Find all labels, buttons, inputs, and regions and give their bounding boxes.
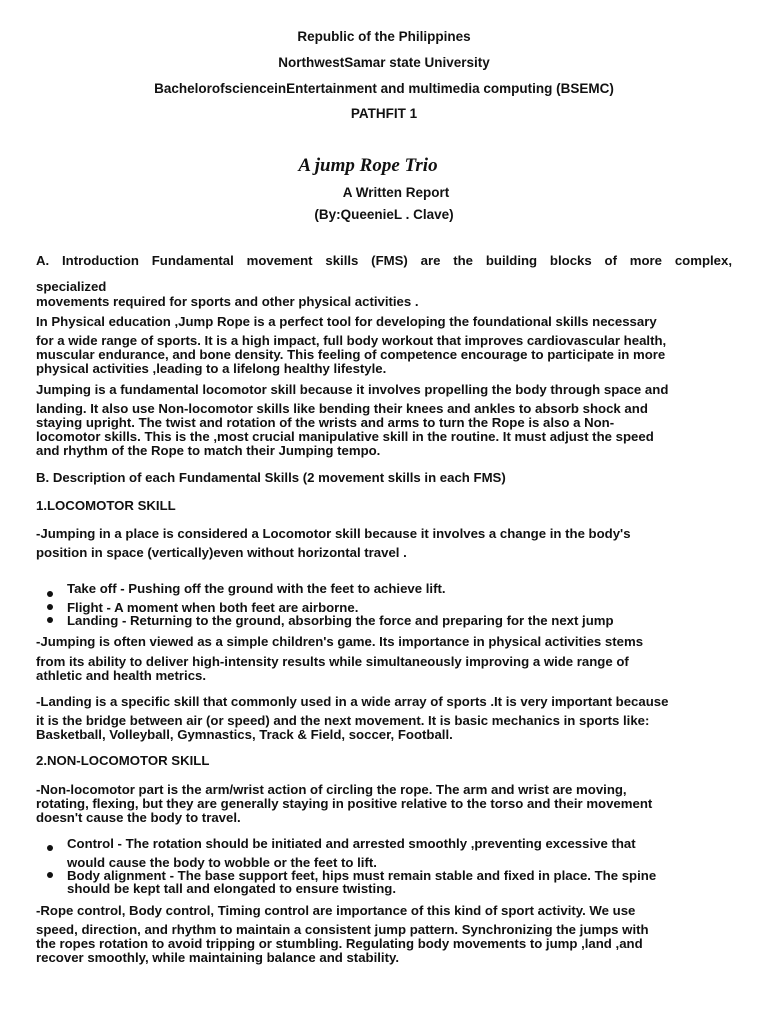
- pe-line-2: for a wide range of sports. It is a high impact, full body workout that improves cardiovascular health,: [36, 333, 667, 348]
- bullet-control-line-1: Control - The rotation should be initiated and arrested smoothly ,preventing excessive that: [67, 836, 636, 851]
- pe-line-4: physical activities ,leading to a lifelong healthy lifestyle.: [36, 361, 387, 376]
- jump-line-4: locomotor skills. This is the ,most crucial manipulative skill in the routine. It must adjust the speed: [36, 429, 654, 444]
- landing-line-1: -Landing is a specific skill that commonly used in a wide array of sports .It is very important because: [36, 694, 669, 709]
- landing-line-2: it is the bridge between air (or speed) and the next movement. It is basic mechanics in sports like:: [36, 713, 650, 728]
- pe-line-1: In Physical education ,Jump Rope is a perfect tool for developing the foundational skills necessary: [36, 314, 657, 329]
- bullet-icon: [47, 845, 53, 851]
- non-locomotor-line-3: doesn't cause the body to travel.: [36, 810, 241, 825]
- child-line-2: from its ability to deliver high-intensity results while simultaneously improving a wide range of: [36, 654, 629, 669]
- bullet-control-line-2: would cause the body to wobble or the feet to lift.: [67, 855, 377, 870]
- locomotor-line-2: position in space (vertically)even without horizontal travel .: [36, 545, 407, 560]
- bullet-alignment-line-2: should be kept tall and elongated to ensure twisting.: [67, 881, 396, 896]
- non-locomotor-line-1: -Non-locomotor part is the arm/wrist action of circling the rope. The arm and wrist are moving,: [36, 782, 627, 797]
- pe-line-3: muscular endurance, and bone density. This feeling of competence encourage to participate in more: [36, 347, 666, 362]
- non-locomotor-heading: 2.NON-LOCOMOTOR SKILL: [36, 753, 210, 768]
- rope-control-line-4: recover smoothly, while maintaining balance and stability.: [36, 950, 399, 965]
- intro-line-2: specialized: [36, 279, 107, 294]
- header-program: BachelorofscienceinEntertainment and multimedia computing (BSEMC): [154, 81, 614, 96]
- jump-line-5: and rhythm of the Rope to match their Jumping tempo.: [36, 443, 381, 458]
- document-title: A jump Rope Trio: [298, 155, 438, 176]
- bullet-flight: Flight - A moment when both feet are airborne.: [67, 600, 359, 615]
- intro-line-1: A. Introduction Fundamental movement skills (FMS) are the building blocks of more complex,: [36, 253, 732, 268]
- child-line-3: athletic and health metrics.: [36, 668, 207, 683]
- section-b-heading: B. Description of each Fundamental Skills (2 movement skills in each FMS): [36, 470, 506, 485]
- header-course: PATHFIT 1: [350, 106, 418, 121]
- jump-line-2: landing. It also use Non-locomotor skills like bending their knees and ankles to absorb shock and: [36, 401, 648, 416]
- bullet-icon: [47, 604, 53, 610]
- bullet-icon: [47, 591, 53, 597]
- bullet-icon: [47, 617, 53, 623]
- header-university: NorthwestSamar state University: [278, 55, 490, 70]
- bullet-icon: [47, 872, 53, 878]
- locomotor-heading: 1.LOCOMOTOR SKILL: [36, 498, 176, 513]
- child-line-1: -Jumping is often viewed as a simple children's game. Its importance in physical activities stems: [36, 634, 644, 649]
- header-country: Republic of the Philippines: [297, 29, 471, 44]
- bullet-take-off: Take off - Pushing off the ground with the feet to achieve lift.: [67, 581, 446, 596]
- bullet-landing: Landing - Returning to the ground, absorbing the force and preparing for the next jump: [67, 613, 614, 628]
- jump-line-3: staying upright. The twist and rotation of the wrists and arms to turn the Rope is also a Non-: [36, 415, 615, 430]
- rope-control-line-3: the ropes rotation to avoid tripping or stumbling. Regulating body movements to jump ,land ,and: [36, 936, 643, 951]
- jump-line-1: Jumping is a fundamental locomotor skill because it involves propelling the body through space and: [36, 382, 669, 397]
- rope-control-line-1: -Rope control, Body control, Timing control are importance of this kind of sport activity. We use: [36, 903, 636, 918]
- bullet-alignment-line-1: Body alignment - The base support feet, hips must remain stable and fixed in place. The spine: [67, 868, 657, 883]
- rope-control-line-2: speed, direction, and rhythm to maintain a consistent jump pattern. Synchronizing the jumps with: [36, 922, 649, 937]
- document-subtitle: A Written Report: [342, 185, 450, 200]
- locomotor-line-1: -Jumping in a place is considered a Locomotor skill because it involves a change in the body's: [36, 526, 631, 541]
- intro-line-3: movements required for sports and other physical activities .: [36, 294, 419, 309]
- landing-line-3: Basketball, Volleyball, Gymnastics, Track & Field, soccer, Football.: [36, 727, 453, 742]
- non-locomotor-line-2: rotating, flexing, but they are generally staying in positive relative to the torso and their movement: [36, 796, 653, 811]
- document-author: (By:QueenieL . Clave): [314, 207, 454, 222]
